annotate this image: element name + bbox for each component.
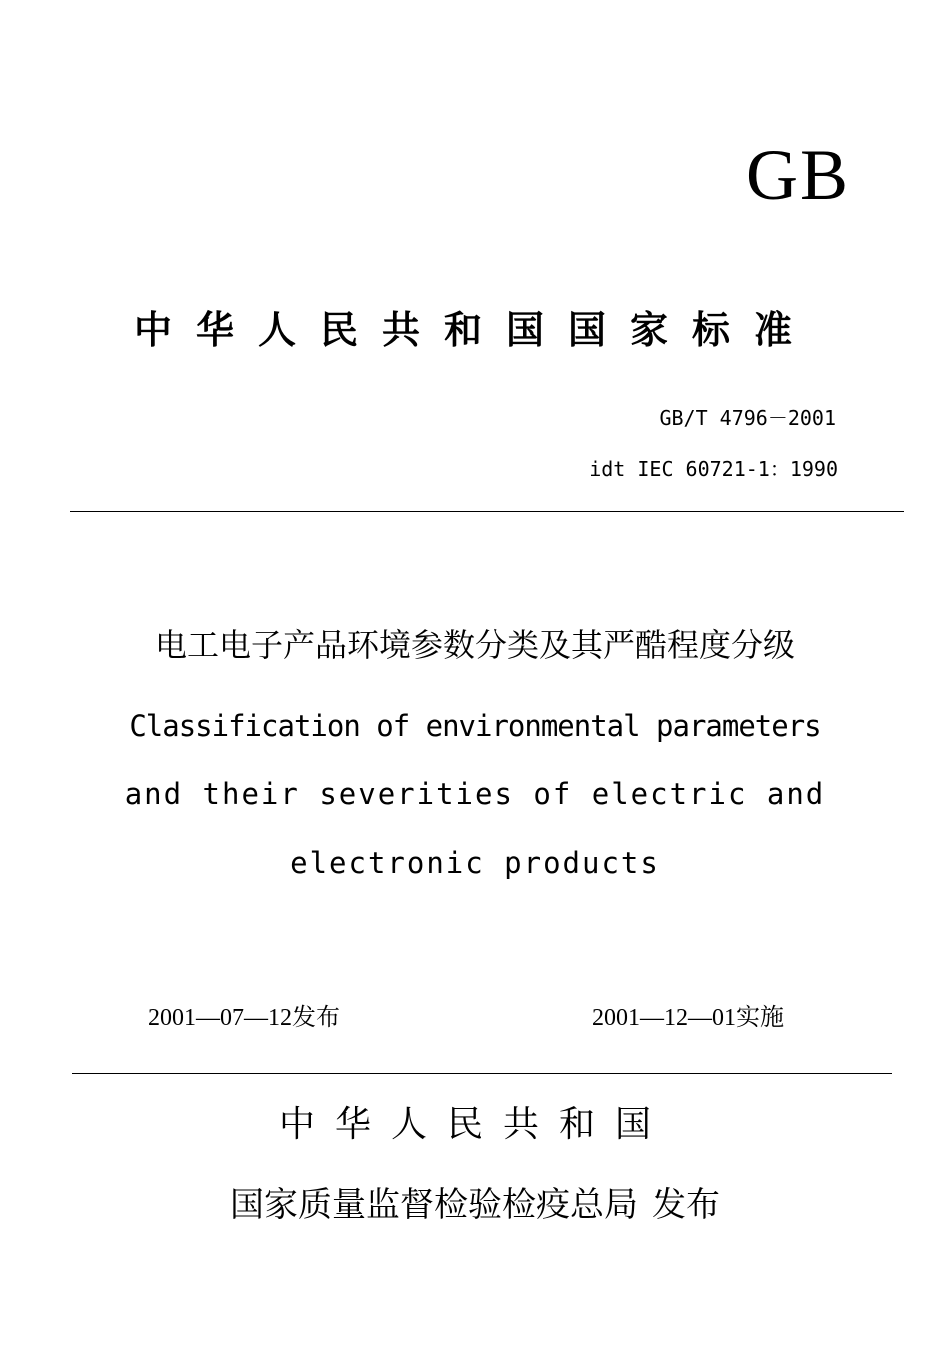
implement-label: 实施 bbox=[736, 1005, 784, 1031]
iec-equivalence: idt IEC 60721-1：1990 bbox=[589, 457, 838, 481]
divider-top bbox=[70, 511, 904, 512]
implement-date-line bbox=[592, 1000, 912, 1036]
national-standard-title: 中华人民共和国国家标准 bbox=[133, 308, 816, 352]
issue-date-line bbox=[148, 1000, 468, 1036]
issue-label: 发布 bbox=[292, 1005, 340, 1031]
gb-logo: GB bbox=[745, 135, 850, 215]
implement-date: 2001—12—01 bbox=[592, 1005, 736, 1031]
divider-bottom bbox=[72, 1073, 892, 1074]
publisher-agency: 国家质量监督检验检疫总局 bbox=[230, 1185, 638, 1225]
publisher-line bbox=[150, 1178, 800, 1232]
document-title-english-line-3: electronic products bbox=[290, 846, 660, 880]
publisher-country: 中华人民共和国 bbox=[278, 1104, 671, 1145]
publisher-action: 发布 bbox=[652, 1185, 720, 1225]
document-title-english-line-2: and their severities of electric and bbox=[124, 777, 826, 811]
document-title-chinese: 电工电子产品环境参数分类及其严酷程度分级 bbox=[154, 626, 795, 664]
issue-date: 2001—07—12 bbox=[148, 1005, 292, 1031]
standard-number: GB/T 4796－2001 bbox=[659, 406, 836, 430]
document-title-english-line-1: Classification of environmental parameters bbox=[129, 709, 821, 743]
